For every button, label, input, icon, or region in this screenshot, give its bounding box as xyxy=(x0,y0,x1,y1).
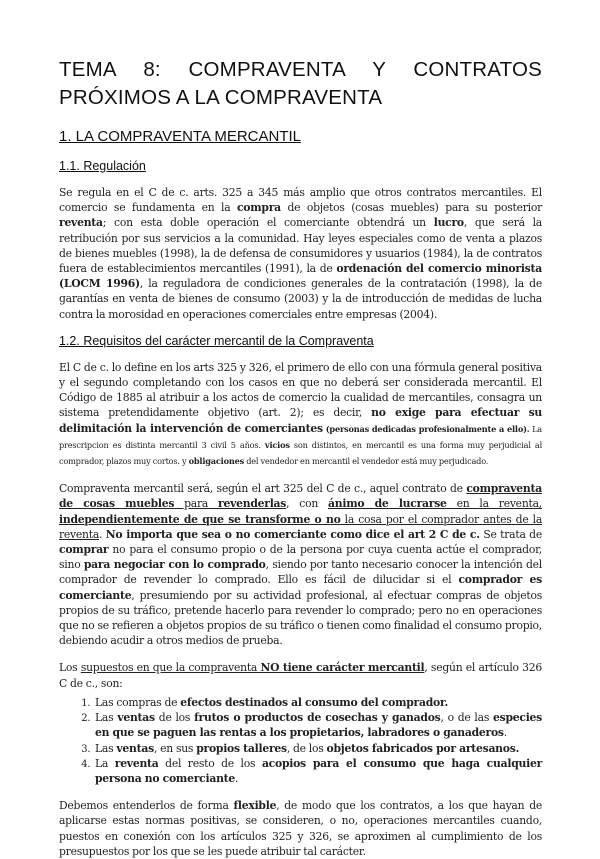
page-title: TEMA 8: COMPRAVENTA Y CONTRATOS PRÓXIMOS A LA COMPRAVENTA xyxy=(59,58,542,109)
subsection-heading-requisitos: 1.2. Requisitos del carácter mercantil de la Compraventa xyxy=(59,333,374,348)
list-item: 2. Las ventas de los frutos o productos de cosechas y ganados, o de las especies en que se paguen las rentas a los propietarios, labradores o ganaderos. xyxy=(93,710,542,740)
supuestos-list xyxy=(59,695,542,786)
list-item: 3. Las ventas, en sus propios talleres, de los objetos fabricados por artesanos. xyxy=(93,741,542,756)
list-item: 1. Las compras de efectos destinados al consumo del comprador. xyxy=(93,695,542,710)
paragraph-supuestos-intro: Los supuestos en que la compraventa NO tiene carácter mercantil, según el artículo 326 C de c., son: xyxy=(59,661,542,690)
paragraph-flexible: Debemos entenderlos de forma flexible, de modo que los contratos, a los que hayan de aplicarse estas normas positivas, se consideren, o no, operaciones mercantiles cuando, puestos en conexión con los artículos 325 y 326, se aproximen al cumplimiento de los presupuestos por los que se les puede atribuir tal carácter. xyxy=(59,799,542,858)
subsection-heading-regulacion: 1.1. Regulación xyxy=(59,159,146,173)
paragraph-compraventa-mercantil: Compraventa mercantil será, según el art 325 del C de c., aquel contrato de compraventa de cosas muebles para revenderlas, con ánimo de lucrarse en la reventa, independientemente de que se transforme o no la cosa por el comprador antes de la reventa. No importa que sea o no comerciante como dice el art 2 C de c. Se trata de comprar no para el consumo propio o de la persona por cuya cuenta actúe el comprador, sino para negociar con lo comprado, siendo por tanto necesario conocer la intención del comprador de revender lo comprado. Ello es fácil de dilucidar si el comprador es comerciante, presumiendo por su actividad profesional, al efectuar compras de objetos propios de su tráfico, pretende hacerlo para revender lo comprado; pero no en operaciones que no se refieren a objetos propios de su tráfico o tienen como finalidad el consumo propio, debiendo acudir a otros medios de prueba. xyxy=(59,482,542,648)
list-item: 4. La reventa del resto de los acopios para el consumo que haga cualquier persona no comerciante. xyxy=(93,756,542,786)
section-heading: 1. LA COMPRAVENTA MERCANTIL xyxy=(59,128,301,145)
paragraph-definicion: El C de c. lo define en los arts 325 y 326, el primero de ello con una fórmula general positiva y el segundo completando con los casos en que no deberá ser considerada mercantil. El Código de 1885 al atribuir a los actos de comercio la cualidad de mercantiles, consagra un sistema pretendidamente objetivo (art. 2); es decir, no exige para efectuar su delimitación la intervención de comerciantes (personas dedicadas profesionalmente a ello). La prescripcion es distinta mercantil 3 civil 5 años. vicios son distintos, en mercantil es una forma muy perjudicial al comprador, plazos muy cortos. y obligaciones del vendedor en mercantil el vendedor está muy perjudicado. xyxy=(59,360,542,467)
paragraph-regulacion: Se regula en el C de c. arts. 325 a 345 más amplio que otros contratos mercantiles. El comercio se fundamenta en la compra de objetos (cosas muebles) para su posterior reventa; con esta doble operación el comerciante obtendrá un lucro, que será la retribución por sus servicios a la comunidad. Hay leyes especiales como de venta a plazos de bienes muebles (1998), la de defensa de consumidores y usuarios (1984), la de contratos fuera de establecimientos mercantiles (1991), la de ordenación del comercio minorista (LOCM 1996), la reguladora de condiciones generales de la contratación (1998), la de garantías en venta de bienes de consumo (2003) y la de introducción de medidas de lucha contra la morosidad en operaciones comerciales entre empresas (2004). xyxy=(59,186,542,321)
